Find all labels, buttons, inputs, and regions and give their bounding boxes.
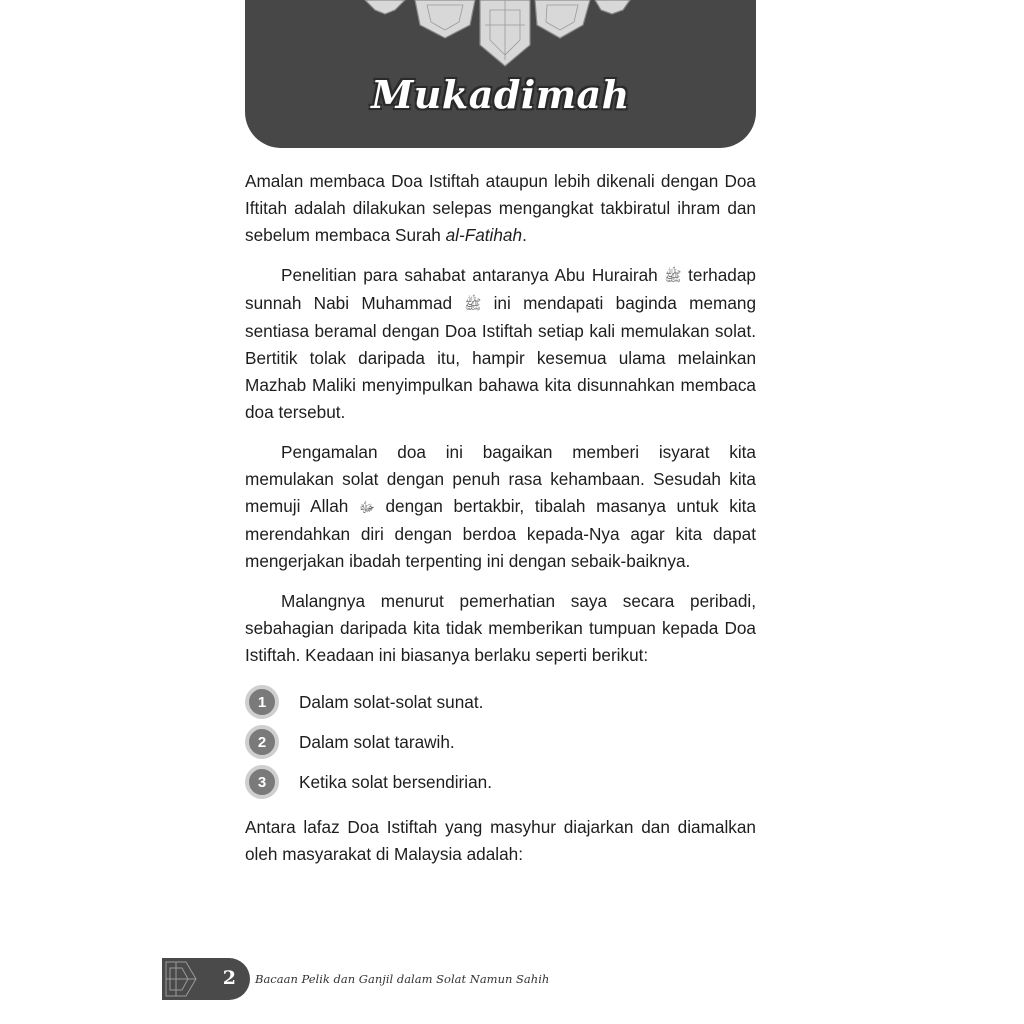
list-item: 1 Dalam solat-solat sunat. — [245, 682, 756, 722]
ornament-icon — [162, 958, 212, 1000]
paragraph-2: Penelitian para sahabat antaranya Abu Hurairah ﷺ terhadap sunnah Nabi Muhammad ﷺ ini mendapati baginda memang sentiasa beramal dengan Doa Istiftah setiap kali memulakan solat. Bertitik tolak daripada itu, hampir kesemua ulama melainkan Mazhab Maliki menyimpulkan bahawa kita disunnahkan membaca doa tersebut. — [245, 265, 757, 422]
page-footer — [162, 958, 762, 1000]
page-number: 2 — [222, 967, 236, 989]
number-badge: 3 — [245, 765, 279, 799]
paragraph-3: Pengamalan doa ini bagaikan memberi isyarat kita memulakan solat dengan penuh rasa kehambaan. Sesudah kita memuji Allah ﷻ dengan bertakbir, tibalah masanya untuk kita merendahkan diri dengan berdoa kepada-Nya agar kita dapat mengerjakan ibadah terpenting ini dengan sebaik-baiknya. — [245, 442, 756, 571]
numbered-list — [245, 682, 756, 802]
list-item: 2 Dalam solat tarawih. — [245, 722, 756, 762]
number-badge: 2 — [245, 725, 279, 759]
ornament-pattern-icon — [245, 0, 756, 70]
honorific-icon: ﷺ — [664, 268, 682, 284]
main-content — [245, 168, 756, 881]
list-item: 3 Ketika solat bersendirian. — [245, 762, 756, 802]
paragraph-5: Antara lafaz Doa Istiftah yang masyhur diajarkan dan diamalkan oleh masyarakat di Malaysia adalah: — [245, 817, 756, 864]
book-title: Bacaan Pelik dan Ganjil dalam Solat Namun Sahih — [255, 972, 550, 986]
paragraph-1: Amalan membaca Doa Istiftah ataupun lebih dikenali dengan Doa Iftitah adalah dilakukan selepas mengangkat takbiratul ihram dan sebelum membaca Surah al-Fatihah. — [245, 171, 756, 245]
number-badge: 1 — [245, 685, 279, 719]
header-banner — [245, 0, 756, 148]
page-title: Mukadimah — [371, 72, 630, 117]
paragraph-4: Malangnya menurut pemerhatian saya secara peribadi, sebahagian daripada kita tidak memberikan tumpuan kepada Doa Istiftah. Keadaan ini biasanya berlaku seperti berikut: — [245, 591, 756, 665]
honorific-icon: ﷻ — [358, 499, 375, 515]
honorific-icon: ﷺ — [464, 296, 482, 312]
page-number-tab — [162, 958, 250, 1000]
